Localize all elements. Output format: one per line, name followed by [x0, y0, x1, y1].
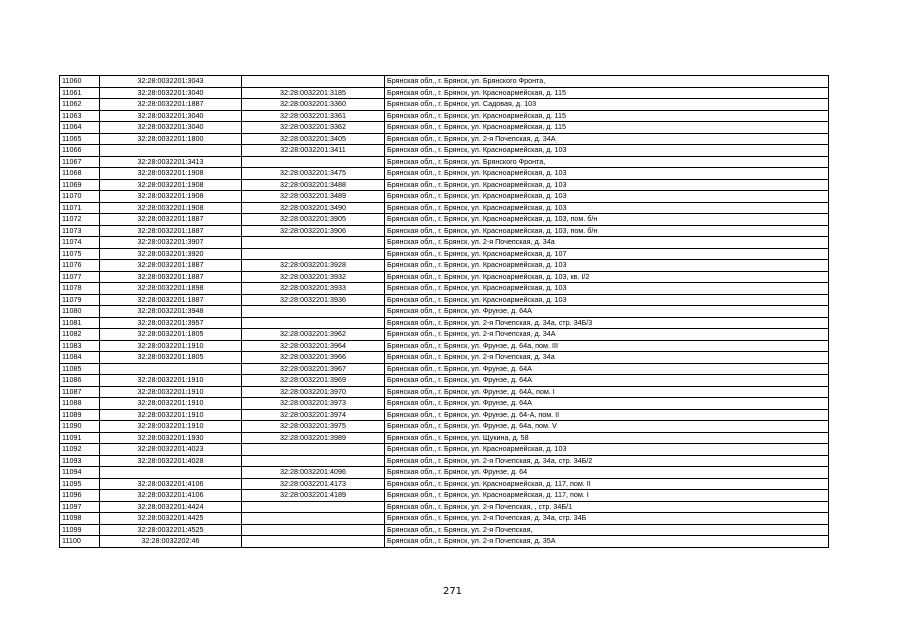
cadastral-number-cell: 32:28:0032201:1887 — [100, 294, 242, 306]
cadastral-number-cell: 32:28:0032201:1908 — [100, 191, 242, 203]
object-cadastral-number-cell: 32:28:0032201:3475 — [242, 168, 385, 180]
cadastral-number-cell: 32:28:0032201:4028 — [100, 455, 242, 467]
object-cadastral-number-cell — [242, 76, 385, 88]
registry-table-body — [60, 76, 829, 548]
table-row — [60, 145, 829, 157]
object-cadastral-number-cell: 32:28:0032201:3928 — [242, 260, 385, 272]
object-cadastral-number-cell — [242, 444, 385, 456]
object-cadastral-number-cell — [242, 524, 385, 536]
address-cell: Брянская обл., г. Брянск, ул. 2-я Почепская, д. 34А — [385, 329, 829, 341]
object-cadastral-number-cell: 32:28:0032201:3970 — [242, 386, 385, 398]
address-cell: Брянская обл., г. Брянск, ул. Фрунзе, д. 64А, пом. I — [385, 386, 829, 398]
address-cell: Брянская обл., г. Брянск, ул. 2-я Почепская, — [385, 524, 829, 536]
table-row — [60, 513, 829, 525]
cadastral-number-cell: 32:28:0032202:46 — [100, 536, 242, 548]
row-number-cell: 11086 — [60, 375, 100, 387]
table-row — [60, 202, 829, 214]
table-row — [60, 248, 829, 260]
table-row — [60, 536, 829, 548]
address-cell: Брянская обл., г. Брянск, ул. Брянского Фронта, — [385, 76, 829, 88]
address-cell: Брянская обл., г. Брянск, ул. Садовая, д. 103 — [385, 99, 829, 111]
cadastral-number-cell: 32:28:0032201:1910 — [100, 386, 242, 398]
page-number: 271 — [442, 586, 463, 597]
object-cadastral-number-cell: 32:28:0032201:3405 — [242, 133, 385, 145]
object-cadastral-number-cell: 32:28:0032201:3411 — [242, 145, 385, 157]
row-number-cell: 11080 — [60, 306, 100, 318]
table-row — [60, 283, 829, 295]
object-cadastral-number-cell: 32:28:0032201:3906 — [242, 225, 385, 237]
table-row — [60, 237, 829, 249]
table-row — [60, 122, 829, 134]
registry-table — [59, 75, 829, 548]
row-number-cell: 11061 — [60, 87, 100, 99]
table-row — [60, 294, 829, 306]
object-cadastral-number-cell: 32:28:0032201:3989 — [242, 432, 385, 444]
table-row — [60, 501, 829, 513]
address-cell: Брянская обл., г. Брянск, ул. Фрунзе, д. 64А — [385, 398, 829, 410]
cadastral-number-cell: 32:28:0032201:4425 — [100, 513, 242, 525]
table-row — [60, 271, 829, 283]
table-row — [60, 490, 829, 502]
object-cadastral-number-cell: 32:28:0032201:3974 — [242, 409, 385, 421]
object-cadastral-number-cell: 32:28:0032201:3489 — [242, 191, 385, 203]
cadastral-number-cell: 32:28:0032201:3957 — [100, 317, 242, 329]
address-cell: Брянская обл., г. Брянск, ул. 2-я Почепская, д. 34А — [385, 133, 829, 145]
table-row — [60, 191, 829, 203]
address-cell: Брянская обл., г. Брянск, ул. Красноармейская, д. 103, пом. б/н — [385, 214, 829, 226]
address-cell: Брянская обл., г. Брянск, ул. 2-я Почепская, д. 34а — [385, 352, 829, 364]
table-row — [60, 110, 829, 122]
table-row — [60, 455, 829, 467]
object-cadastral-number-cell: 32:28:0032201:3362 — [242, 122, 385, 134]
address-cell: Брянская обл., г. Брянск, ул. Красноармейская, д. 103 — [385, 283, 829, 295]
table-row — [60, 352, 829, 364]
address-cell: Брянская обл., г. Брянск, ул. Щукина, д. 58 — [385, 432, 829, 444]
object-cadastral-number-cell: 32:28:0032201:3185 — [242, 87, 385, 99]
object-cadastral-number-cell — [242, 248, 385, 260]
address-cell: Брянская обл., г. Брянск, ул. Фрунзе, д. 64А — [385, 375, 829, 387]
table-row — [60, 317, 829, 329]
row-number-cell: 11094 — [60, 467, 100, 479]
object-cadastral-number-cell: 32:28:0032201:3936 — [242, 294, 385, 306]
table-row — [60, 340, 829, 352]
object-cadastral-number-cell: 32:28:0032201:3964 — [242, 340, 385, 352]
address-cell: Брянская обл., г. Брянск, ул. Красноармейская, д. 103 — [385, 179, 829, 191]
cadastral-number-cell: 32:28:0032201:1908 — [100, 168, 242, 180]
cadastral-number-cell: 32:28:0032201:1910 — [100, 340, 242, 352]
address-cell: Брянская обл., г. Брянск, ул. Фрунзе, д. 64А — [385, 306, 829, 318]
object-cadastral-number-cell — [242, 501, 385, 513]
object-cadastral-number-cell — [242, 237, 385, 249]
cadastral-number-cell: 32:28:0032201:1910 — [100, 421, 242, 433]
row-number-cell: 11100 — [60, 536, 100, 548]
cadastral-number-cell: 32:28:0032201:4106 — [100, 478, 242, 490]
table-row — [60, 225, 829, 237]
row-number-cell: 11075 — [60, 248, 100, 260]
table-row — [60, 76, 829, 88]
address-cell: Брянская обл., г. Брянск, ул. Фрунзе, д. 64-А, пом. II — [385, 409, 829, 421]
cadastral-number-cell: 32:28:0032201:3043 — [100, 76, 242, 88]
cadastral-number-cell — [100, 467, 242, 479]
row-number-cell: 11068 — [60, 168, 100, 180]
address-cell: Брянская обл., г. Брянск, ул. Красноармейская, д. 103 — [385, 145, 829, 157]
object-cadastral-number-cell: 32:28:0032201:4189 — [242, 490, 385, 502]
row-number-cell: 11069 — [60, 179, 100, 191]
object-cadastral-number-cell: 32:28:0032201:3488 — [242, 179, 385, 191]
table-row — [60, 329, 829, 341]
object-cadastral-number-cell: 32:28:0032201:3966 — [242, 352, 385, 364]
cadastral-number-cell: 32:28:0032201:4525 — [100, 524, 242, 536]
address-cell: Брянская обл., г. Брянск, ул. 2-я Почепская, , стр. 34Б/1 — [385, 501, 829, 513]
row-number-cell: 11087 — [60, 386, 100, 398]
cadastral-number-cell: 32:28:0032201:1887 — [100, 271, 242, 283]
row-number-cell: 11081 — [60, 317, 100, 329]
cadastral-number-cell: 32:28:0032201:1800 — [100, 133, 242, 145]
row-number-cell: 11097 — [60, 501, 100, 513]
address-cell: Брянская обл., г. Брянск, ул. 2-я Почепская, д. 34а, стр. 34Б/2 — [385, 455, 829, 467]
table-row — [60, 87, 829, 99]
object-cadastral-number-cell: 32:28:0032201:3933 — [242, 283, 385, 295]
cadastral-number-cell: 32:28:0032201:1887 — [100, 99, 242, 111]
row-number-cell: 11070 — [60, 191, 100, 203]
address-cell: Брянская обл., г. Брянск, ул. Фрунзе, д. 64А — [385, 363, 829, 375]
row-number-cell: 11073 — [60, 225, 100, 237]
object-cadastral-number-cell: 32:28:0032201:3975 — [242, 421, 385, 433]
address-cell: Брянская обл., г. Брянск, ул. 2-я Почепская, д. 34а, стр. 34Б — [385, 513, 829, 525]
address-cell: Брянская обл., г. Брянск, ул. Красноармейская, д. 103 — [385, 444, 829, 456]
row-number-cell: 11076 — [60, 260, 100, 272]
cadastral-number-cell — [100, 145, 242, 157]
address-cell: Брянская обл., г. Брянск, ул. Красноармейская, д. 117, пом. I — [385, 490, 829, 502]
table-row — [60, 421, 829, 433]
cadastral-number-cell: 32:28:0032201:3907 — [100, 237, 242, 249]
address-cell: Брянская обл., г. Брянск, ул. Красноармейская, д. 103 — [385, 202, 829, 214]
row-number-cell: 11092 — [60, 444, 100, 456]
cadastral-number-cell: 32:28:0032201:3040 — [100, 87, 242, 99]
table-row — [60, 478, 829, 490]
object-cadastral-number-cell: 32:28:0032201:3932 — [242, 271, 385, 283]
table-row — [60, 386, 829, 398]
row-number-cell: 11074 — [60, 237, 100, 249]
object-cadastral-number-cell: 32:28:0032201:3490 — [242, 202, 385, 214]
address-cell: Брянская обл., г. Брянск, ул. 2-я Почепская, д. 35А — [385, 536, 829, 548]
row-number-cell: 11064 — [60, 122, 100, 134]
address-cell: Брянская обл., г. Брянск, ул. Красноармейская, д. 103 — [385, 168, 829, 180]
object-cadastral-number-cell: 32:28:0032201:3973 — [242, 398, 385, 410]
row-number-cell: 11089 — [60, 409, 100, 421]
cadastral-number-cell: 32:28:0032201:4106 — [100, 490, 242, 502]
row-number-cell: 11093 — [60, 455, 100, 467]
row-number-cell: 11085 — [60, 363, 100, 375]
table-row — [60, 156, 829, 168]
cadastral-number-cell: 32:28:0032201:1910 — [100, 409, 242, 421]
row-number-cell: 11065 — [60, 133, 100, 145]
address-cell: Брянская обл., г. Брянск, ул. Фрунзе, д. 64а, пом. III — [385, 340, 829, 352]
cadastral-number-cell: 32:28:0032201:1910 — [100, 375, 242, 387]
row-number-cell: 11060 — [60, 76, 100, 88]
address-cell: Брянская обл., г. Брянск, ул. Красноармейская, д. 115 — [385, 110, 829, 122]
object-cadastral-number-cell: 32:28:0032201:3962 — [242, 329, 385, 341]
row-number-cell: 11098 — [60, 513, 100, 525]
address-cell: Брянская обл., г. Брянск, ул. Красноармейская, д. 103 — [385, 260, 829, 272]
row-number-cell: 11099 — [60, 524, 100, 536]
row-number-cell: 11095 — [60, 478, 100, 490]
table-row — [60, 467, 829, 479]
table-row — [60, 524, 829, 536]
row-number-cell: 11067 — [60, 156, 100, 168]
cadastral-number-cell: 32:28:0032201:3413 — [100, 156, 242, 168]
address-cell: Брянская обл., г. Брянск, ул. Красноармейская, д. 103, кв. I/2 — [385, 271, 829, 283]
object-cadastral-number-cell — [242, 455, 385, 467]
row-number-cell: 11084 — [60, 352, 100, 364]
cadastral-number-cell: 32:28:0032201:1930 — [100, 432, 242, 444]
address-cell: Брянская обл., г. Брянск, ул. Красноармейская, д. 115 — [385, 122, 829, 134]
address-cell: Брянская обл., г. Брянск, ул. 2-я Почепская, д. 34а — [385, 237, 829, 249]
object-cadastral-number-cell: 32:28:0032201:3967 — [242, 363, 385, 375]
cadastral-number-cell: 32:28:0032201:1910 — [100, 398, 242, 410]
cadastral-number-cell: 32:28:0032201:1898 — [100, 283, 242, 295]
row-number-cell: 11066 — [60, 145, 100, 157]
cadastral-number-cell: 32:28:0032201:1887 — [100, 214, 242, 226]
row-number-cell: 11090 — [60, 421, 100, 433]
table-row — [60, 432, 829, 444]
table-row — [60, 214, 829, 226]
table-row — [60, 133, 829, 145]
object-cadastral-number-cell: 32:28:0032201:4096 — [242, 467, 385, 479]
row-number-cell: 11078 — [60, 283, 100, 295]
object-cadastral-number-cell — [242, 317, 385, 329]
table-row — [60, 444, 829, 456]
address-cell: Брянская обл., г. Брянск, ул. Красноармейская, д. 115 — [385, 87, 829, 99]
row-number-cell: 11091 — [60, 432, 100, 444]
address-cell: Брянская обл., г. Брянск, ул. 2-я Почепская, д. 34а, стр. 34Б/3 — [385, 317, 829, 329]
object-cadastral-number-cell — [242, 536, 385, 548]
row-number-cell: 11088 — [60, 398, 100, 410]
row-number-cell: 11072 — [60, 214, 100, 226]
row-number-cell: 11083 — [60, 340, 100, 352]
address-cell: Брянская обл., г. Брянск, ул. Красноармейская, д. 117, пом. II — [385, 478, 829, 490]
address-cell: Брянская обл., г. Брянск, ул. Красноармейская, д. 103, пом. б/н — [385, 225, 829, 237]
address-cell: Брянская обл., г. Брянск, ул. Брянского Фронта, — [385, 156, 829, 168]
row-number-cell: 11079 — [60, 294, 100, 306]
row-number-cell: 11082 — [60, 329, 100, 341]
object-cadastral-number-cell: 32:28:0032201:3969 — [242, 375, 385, 387]
table-row — [60, 375, 829, 387]
object-cadastral-number-cell — [242, 513, 385, 525]
row-number-cell: 11077 — [60, 271, 100, 283]
object-cadastral-number-cell — [242, 156, 385, 168]
table-row — [60, 168, 829, 180]
address-cell: Брянская обл., г. Брянск, ул. Фрунзе, д. 64а, пом. V — [385, 421, 829, 433]
cadastral-number-cell: 32:28:0032201:1887 — [100, 225, 242, 237]
object-cadastral-number-cell: 32:28:0032201:3360 — [242, 99, 385, 111]
table-row — [60, 99, 829, 111]
row-number-cell: 11062 — [60, 99, 100, 111]
object-cadastral-number-cell: 32:28:0032201:4173 — [242, 478, 385, 490]
table-row — [60, 260, 829, 272]
address-cell: Брянская обл., г. Брянск, ул. Красноармейская, д. 103 — [385, 191, 829, 203]
row-number-cell: 11071 — [60, 202, 100, 214]
address-cell: Брянская обл., г. Брянск, ул. Красноармейская, д. 107 — [385, 248, 829, 260]
table-row — [60, 363, 829, 375]
cadastral-number-cell — [100, 363, 242, 375]
address-cell: Брянская обл., г. Брянск, ул. Фрунзе, д. 64 — [385, 467, 829, 479]
cadastral-number-cell: 32:28:0032201:3040 — [100, 122, 242, 134]
table-row — [60, 409, 829, 421]
cadastral-number-cell: 32:28:0032201:1887 — [100, 260, 242, 272]
cadastral-number-cell: 32:28:0032201:1908 — [100, 179, 242, 191]
row-number-cell: 11063 — [60, 110, 100, 122]
object-cadastral-number-cell — [242, 306, 385, 318]
cadastral-number-cell: 32:28:0032201:1908 — [100, 202, 242, 214]
table-row — [60, 398, 829, 410]
cadastral-number-cell: 32:28:0032201:4424 — [100, 501, 242, 513]
object-cadastral-number-cell: 32:28:0032201:3905 — [242, 214, 385, 226]
row-number-cell: 11096 — [60, 490, 100, 502]
object-cadastral-number-cell: 32:28:0032201:3361 — [242, 110, 385, 122]
cadastral-number-cell: 32:28:0032201:3920 — [100, 248, 242, 260]
cadastral-number-cell: 32:28:0032201:1805 — [100, 329, 242, 341]
table-row — [60, 306, 829, 318]
cadastral-number-cell: 32:28:0032201:3948 — [100, 306, 242, 318]
cadastral-number-cell: 32:28:0032201:3040 — [100, 110, 242, 122]
cadastral-number-cell: 32:28:0032201:4023 — [100, 444, 242, 456]
table-row — [60, 179, 829, 191]
cadastral-number-cell: 32:28:0032201:1805 — [100, 352, 242, 364]
address-cell: Брянская обл., г. Брянск, ул. Красноармейская, д. 103 — [385, 294, 829, 306]
